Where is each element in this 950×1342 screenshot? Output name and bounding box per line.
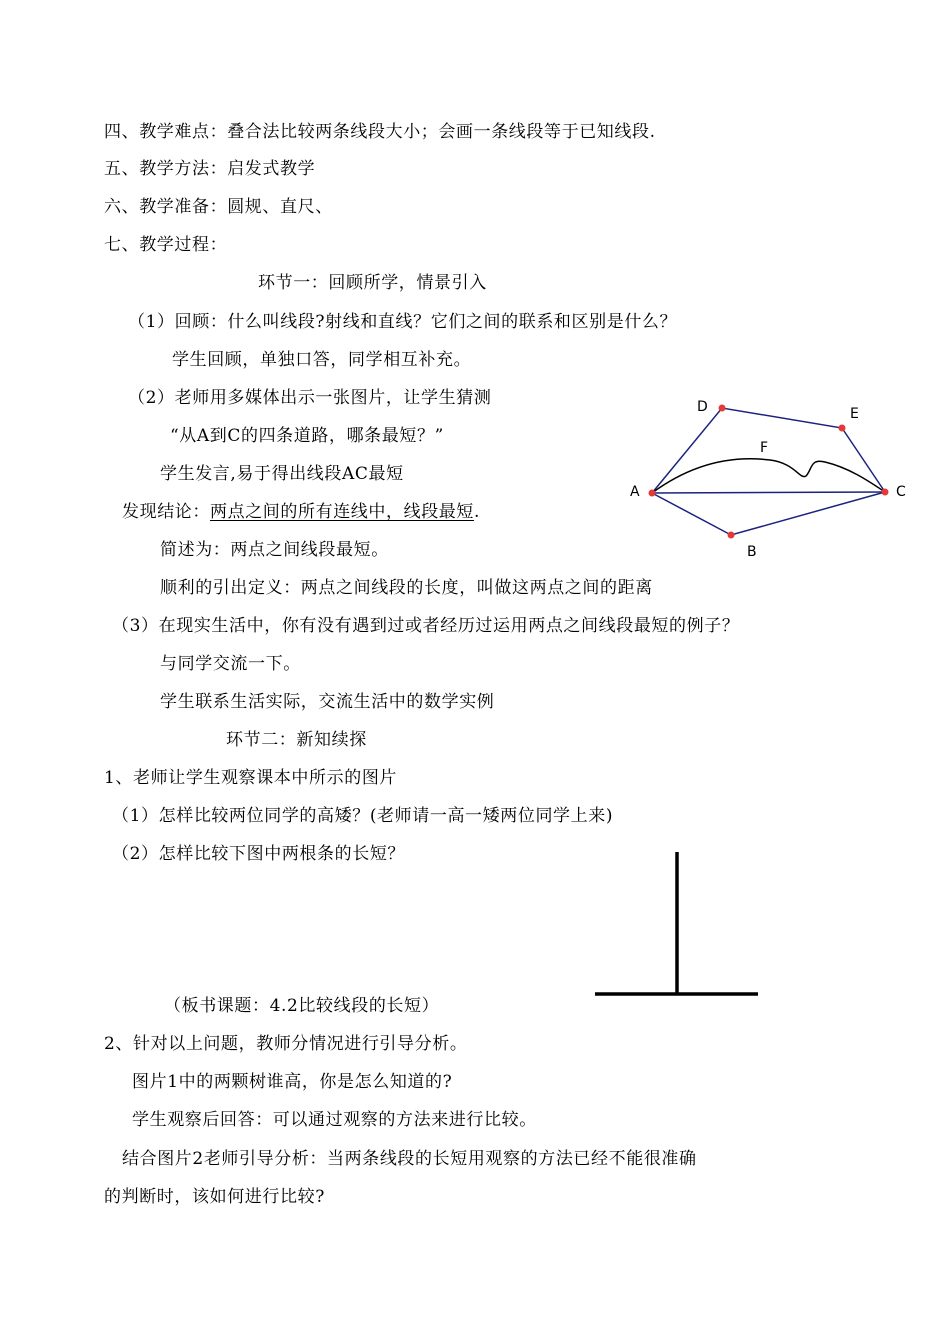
conclusion-prefix: 发现结论： [122, 502, 210, 522]
text-line: （2）老师用多媒体出示一张图片，让学生猜测 [128, 388, 492, 408]
section-heading: 环节二：新知续探 [226, 730, 367, 750]
text-line: 结合图片2老师引导分析：当两条线段的长短用观察的方法已经不能很准确 [122, 1149, 697, 1169]
text-line: 学生观察后回答：可以通过观察的方法来进行比较。 [132, 1110, 537, 1130]
text-line: 学生联系生活实际，交流生活中的数学实例 [160, 692, 495, 712]
text-line: “从A到C的四条道路，哪条最短？” [170, 426, 444, 446]
text-line: （1）怎样比较两位同学的高矮？(老师请一高一矮两位同学上来) [112, 806, 614, 826]
text-line: 简述为：两点之间线段最短。 [160, 540, 389, 560]
label-d: D [697, 399, 708, 415]
text-line: （3）在现实生活中，你有没有遇到过或者经历过运用两点之间线段最短的例子？ [112, 616, 740, 636]
text-line: （2）怎样比较下图中两根条的长短？ [112, 844, 406, 864]
text-line: 的判断时，该如何进行比较? [104, 1187, 325, 1207]
point-a [649, 490, 656, 497]
text-line: （1）回顾：什么叫线段?射线和直线？它们之间的联系和区别是什么？ [128, 312, 678, 332]
text-line: 学生回顾，单独口答，同学相互补充。 [172, 350, 472, 370]
text-line: 六、教学准备：圆规、直尺、 [104, 197, 333, 217]
conclusion-underlined: 两点之间的所有连线中，线段最短 [210, 502, 474, 522]
point-e [839, 425, 846, 432]
text-line: 七、教学过程： [104, 235, 228, 255]
conclusion-suffix: . [474, 502, 481, 522]
point-c [882, 489, 889, 496]
label-c: C [896, 484, 906, 500]
section-heading: 环节一：回顾所学，情景引入 [258, 273, 487, 293]
path-abc [652, 492, 885, 535]
label-a: A [630, 484, 640, 500]
point-b [728, 532, 735, 539]
point-d [719, 405, 726, 412]
segment-ac [652, 492, 885, 493]
text-line: 学生发言,易于得出线段AC最短 [160, 464, 404, 484]
text-line: 2、针对以上问题，教师分情况进行引导分析。 [104, 1034, 468, 1054]
curve-path-f [652, 459, 885, 493]
label-e: E [850, 406, 859, 422]
text-line: 与同学交流一下。 [160, 654, 301, 674]
label-f: F [760, 440, 769, 456]
text-line: 四、教学难点：叠合法比较两条线段大小；会画一条线段等于已知线段. [104, 122, 656, 142]
text-line: 1、老师让学生观察课本中所示的图片 [104, 768, 398, 788]
label-b: B [747, 544, 757, 560]
text-line: 顺利的引出定义：两点之间线段的长度，叫做这两点之间的距离 [160, 578, 653, 598]
text-line: （板书课题：4.2比较线段的长短） [164, 996, 440, 1016]
text-line: 图片1中的两颗树谁高，你是怎么知道的? [132, 1072, 453, 1092]
text-line: 五、教学方法：启发式教学 [104, 159, 316, 179]
